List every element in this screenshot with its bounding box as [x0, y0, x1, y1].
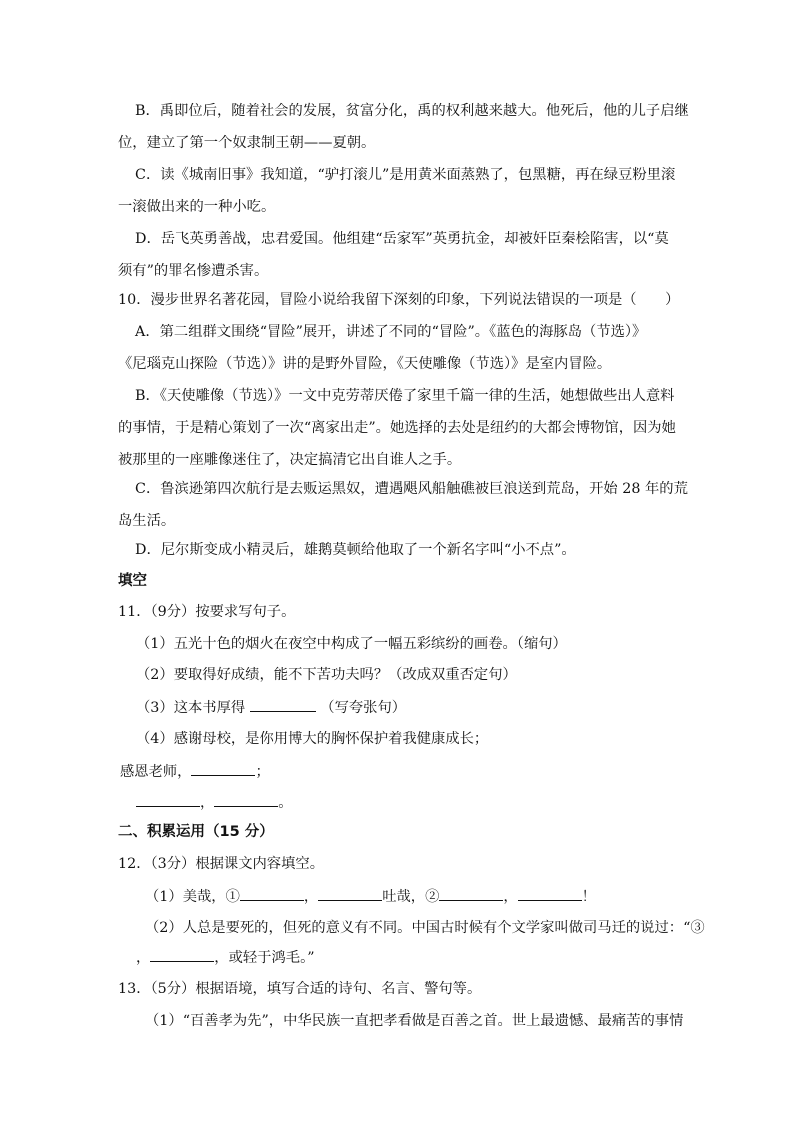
q11-item-4-prefix: 感恩老师，: [120, 764, 192, 780]
answer-blank[interactable]: [150, 947, 214, 962]
answer-blank[interactable]: [318, 886, 382, 901]
q10-option-b-line3: 被那里的一座雕像迷住了，决定搞清它出自谁人之手。: [118, 452, 462, 468]
q12-item-2-line1: （2）人总是要死的，但死的意义有不同。中国古时候有个文学家叫做司马迁的说过：“③: [145, 920, 705, 936]
question-12-stem: 12．（3分）根据课文内容填空。: [118, 856, 324, 872]
q12-item-1-mid: 吐哉，②: [382, 889, 440, 905]
answer-blank[interactable]: [240, 886, 304, 901]
q11-item-1: （1）五光十色的烟火在夜空中构成了一幅五彩缤纷的画卷。（缩句）: [136, 636, 567, 652]
punct: ，: [136, 950, 151, 966]
answer-blank[interactable]: [214, 792, 278, 807]
q10-option-b-line2: 的事情，于是精心策划了一次“离家出走”。她选择的去处是纽约的大都会博物馆，因为她: [118, 420, 676, 436]
q11-item-3-prefix: （3）这本书厚得: [136, 700, 246, 716]
section-heading-fill: 填空: [118, 573, 147, 589]
question-13-stem: 13．（5分）根据语境，填写合适的诗句、名言、警句等。: [118, 981, 482, 997]
answer-blank[interactable]: [191, 761, 255, 776]
q10-option-a-line2: 《尼瑙克山探险（节选）》讲的是野外冒险，《天使雕像（节选）》是室内冒险。: [118, 356, 612, 372]
punct: 。: [278, 795, 293, 811]
option-d-line2: 须有”的罪名惨遭杀害。: [118, 263, 269, 279]
q10-option-b-line1: B．《天使雕像（节选）》一文中克劳蒂厌倦了家里千篇一律的生活，她想做些出人意料: [135, 388, 675, 404]
q12-item-1: [145, 886, 596, 907]
q12-item-2-line2: [136, 947, 315, 968]
question-11-stem: 11．（9分）按要求写句子。: [118, 604, 296, 620]
q11-item-3-suffix: （写夸张句）: [320, 700, 407, 716]
q10-option-a-line1: A．第二组群文围绕“冒险”展开，讲述了不同的“冒险”。《蓝色的海豚岛（节选）》: [135, 324, 647, 340]
q11-item-3: [136, 697, 406, 718]
option-c-line2: 一滚做出来的一种小吃。: [118, 199, 276, 215]
punct: ；: [255, 764, 270, 780]
answer-blank[interactable]: [250, 697, 316, 712]
q11-item-2: （2）要取得好成绩，能不下苦功夫吗？（改成双重否定句）: [136, 667, 517, 683]
q11-item-4-line2: [120, 761, 270, 782]
punct: ！: [581, 889, 596, 905]
option-b-line1: B．禹即位后，随着社会的发展，贫富分化，禹的权利越来越大。他死后，他的儿子启继: [135, 103, 689, 119]
punct: ，: [200, 795, 215, 811]
section-heading-2: 二、积累运用（15 分）: [118, 824, 274, 840]
answer-blank[interactable]: [439, 886, 503, 901]
q11-item-4: （4）感谢母校，是你用博大的胸怀保护着我健康成长；: [136, 731, 489, 747]
option-b-line2: 位，建立了第一个奴隶制王朝——夏朝。: [118, 135, 376, 151]
punct: ，: [303, 889, 319, 905]
q10-option-d: D．尼尔斯变成小精灵后，雄鹅莫顿给他取了一个新名字叫“小不点”。: [135, 542, 576, 558]
q12-item-1-prefix: （1）美哉，①: [145, 889, 240, 905]
q11-item-4-line3: [136, 792, 293, 813]
answer-blank[interactable]: [136, 792, 200, 807]
q13-item-1: （1）“百善孝为先”，中华民族一直把孝看做是百善之首。世上最遗憾、最痛苦的事情: [145, 1013, 684, 1029]
option-d-line1: D．岳飞英勇善战，忠君爱国。他组建“岳家军”英勇抗金，却被奸臣秦桧陷害，以“莫: [135, 231, 669, 247]
question-10-stem: 10．漫步世界名著花园，冒险小说给我留下深刻的印象，下列说法错误的一项是（ ）: [118, 292, 680, 308]
q10-option-c-line2: 岛生活。: [118, 513, 176, 529]
punct: ，: [503, 889, 518, 905]
q10-option-c-line1: C．鲁滨逊第四次航行是去贩运黑奴，遭遇飓风船触礁被巨浪送到荒岛，开始 28 年的荒: [135, 481, 688, 497]
q12-item-2-suffix: ，或轻于鸿毛。”: [214, 950, 315, 966]
option-c-line1: C．读《城南旧事》我知道，“驴打滚儿”是用黄米面蒸熟了，包黑糖，再在绿豆粉里滚: [135, 167, 676, 183]
answer-blank[interactable]: [518, 886, 582, 901]
